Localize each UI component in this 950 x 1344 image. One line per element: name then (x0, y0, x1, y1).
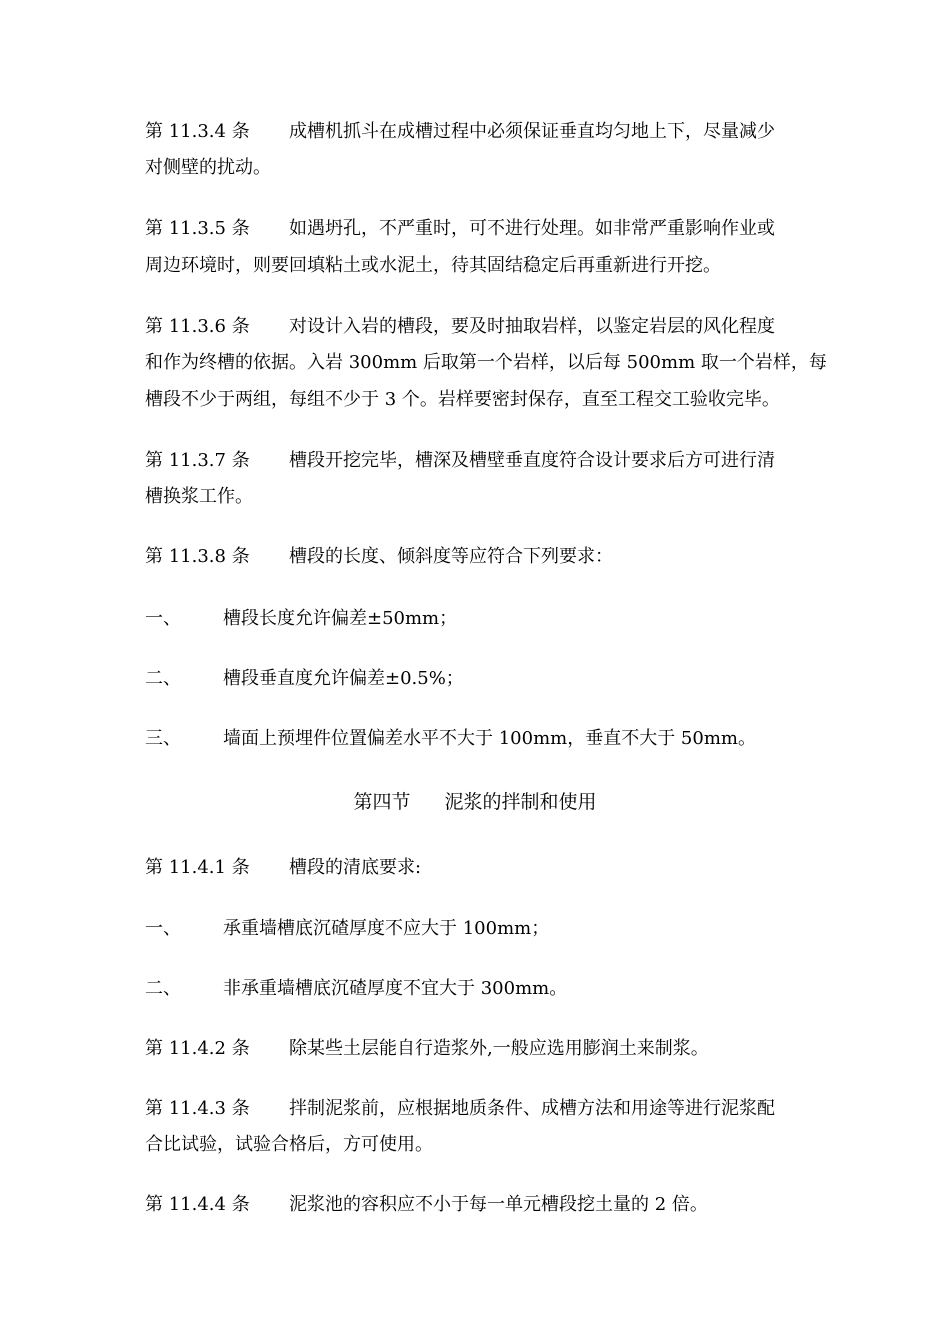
clause-label: 第 11.3.8 条 (145, 546, 250, 567)
clause-label: 第 11.4.2 条 (145, 1038, 250, 1059)
list-text: 承重墙槽底沉碴厚度不应大于 100mm； (223, 918, 550, 939)
clause-11-4-2 (145, 1038, 709, 1060)
list-text: 墙面上预埋件位置偏差水平不大于 100mm，垂直不大于 50mm。 (223, 728, 756, 749)
list-label: 二、 (145, 668, 181, 689)
clause-label: 第 11.3.4 条 (145, 121, 250, 142)
clause-label: 第 11.3.5 条 (145, 218, 250, 239)
clause-label: 第 11.3.6 条 (145, 316, 250, 337)
clause-label: 第 11.4.1 条 (145, 857, 250, 878)
clause-text-cont: 和作为终槽的依据。入岩 300mm 后取第一个岩样，以后每 500mm 取一个岩样，每 (145, 352, 827, 373)
clause-11-3-8 (145, 546, 613, 568)
clause-text-cont: 周边环境时，则要回填粘土或水泥土，待其固结稳定后再重新进行开挖。 (145, 255, 721, 276)
section-title: 泥浆的拌制和使用 (444, 791, 597, 813)
list-label: 一、 (145, 918, 181, 939)
list-text: 槽段长度允许偏差±50mm； (223, 608, 458, 629)
clause-text: 除某些土层能自行造浆外,一般应选用膨润土来制浆。 (289, 1038, 709, 1059)
clause-text: 成槽机抓斗在成槽过程中必须保证垂直均匀地上下，尽量减少 (289, 121, 775, 142)
clause-text-cont: 槽换浆工作。 (145, 486, 253, 507)
clause-text: 槽段的清底要求: (289, 857, 422, 878)
clause-11-3-6 (145, 316, 775, 338)
list-item (145, 608, 457, 630)
clause-11-3-4 (145, 121, 775, 143)
clause-11-3-5 (145, 218, 775, 240)
clause-text-cont: 合比试验，试验合格后，方可使用。 (145, 1134, 433, 1155)
clause-text: 对设计入岩的槽段，要及时抽取岩样，以鉴定岩层的风化程度 (289, 316, 775, 337)
clause-text: 槽段的长度、倾斜度等应符合下列要求： (289, 546, 613, 567)
clause-11-4-4 (145, 1194, 708, 1216)
clause-text-cont: 对侧壁的扰动。 (145, 157, 271, 178)
clause-11-4-1 (145, 857, 421, 879)
list-item (145, 728, 756, 750)
section-number: 第四节 (353, 791, 411, 813)
list-item (145, 918, 549, 940)
clause-11-4-3 (145, 1098, 775, 1120)
clause-label: 第 11.3.7 条 (145, 450, 250, 471)
section-heading (0, 790, 950, 814)
clause-11-3-7 (145, 450, 775, 472)
clause-text-cont: 槽段不少于两组，每组不少于 3 个。岩样要密封保存，直至工程交工验收完毕。 (145, 389, 780, 410)
clause-label: 第 11.4.3 条 (145, 1098, 250, 1119)
list-label: 三、 (145, 728, 181, 749)
clause-text: 如遇坍孔，不严重时，可不进行处理。如非常严重影响作业或 (289, 218, 775, 239)
list-text: 非承重墙槽底沉碴厚度不宜大于 300mm。 (223, 978, 568, 999)
clause-label: 第 11.4.4 条 (145, 1194, 250, 1215)
clause-text: 泥浆池的容积应不小于每一单元槽段挖土量的 2 倍。 (289, 1194, 708, 1215)
clause-text: 拌制泥浆前，应根据地质条件、成槽方法和用途等进行泥浆配 (289, 1098, 775, 1119)
list-label: 一、 (145, 608, 181, 629)
list-item (145, 668, 464, 690)
list-text: 槽段垂直度允许偏差±0.5%； (223, 668, 464, 689)
list-item (145, 978, 567, 1000)
list-label: 二、 (145, 978, 181, 999)
clause-text: 槽段开挖完毕，槽深及槽壁垂直度符合设计要求后方可进行清 (289, 450, 775, 471)
